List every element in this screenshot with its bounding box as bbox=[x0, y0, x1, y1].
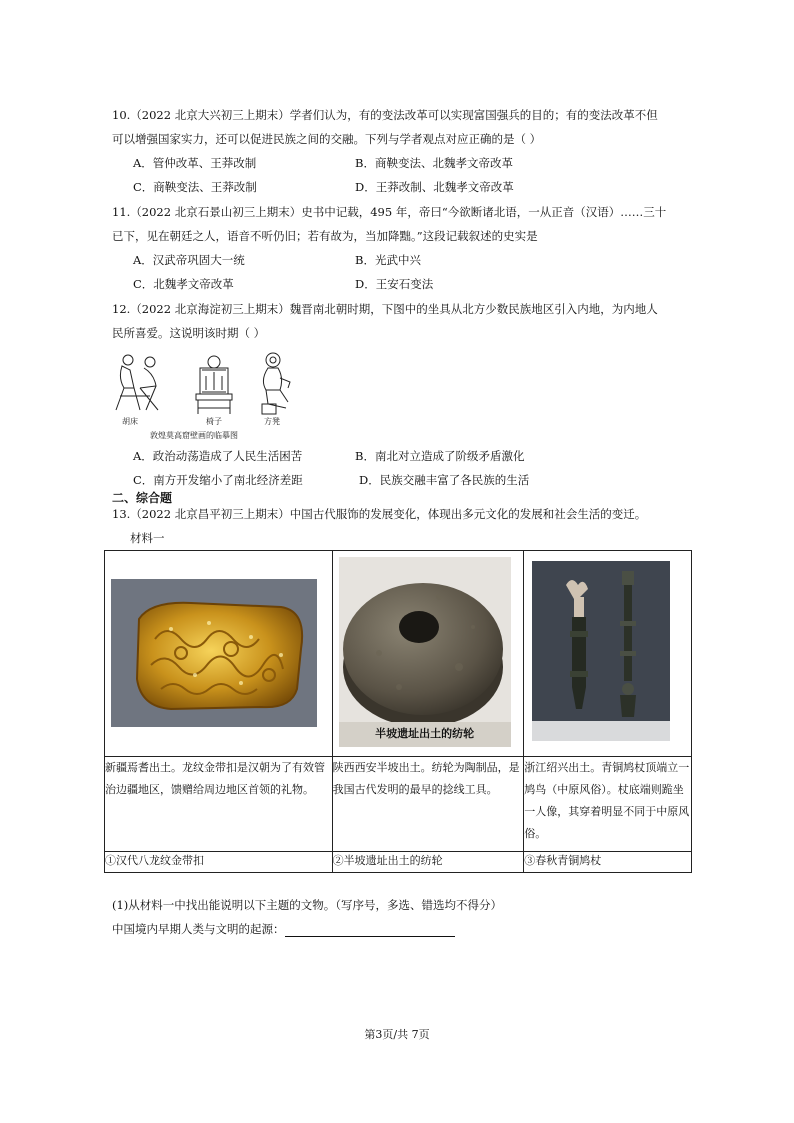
q11-option-b: B．光武中兴 bbox=[355, 253, 421, 267]
q10-option-d: D．王莽改制、北魏孝文帝改革 bbox=[355, 180, 514, 194]
q13-sub1-prompt: 中国境内早期人类与文明的起源： bbox=[112, 922, 285, 936]
spindle-caption: 半坡遗址出土的纺轮 bbox=[375, 727, 475, 740]
q10-option-a: A．管仲改革、王莽改制 bbox=[133, 156, 257, 170]
q11-option-a: A．汉武帝巩固大一统 bbox=[133, 253, 245, 267]
figure-caption: 敦煌莫高窟壁画的临摹图 bbox=[150, 431, 238, 440]
q13-stem: 13.（2022 北京昌平初三上期末）中国古代服饰的发展变化，体现出多元文化的发展和社会生活的变迁。 bbox=[112, 507, 647, 521]
q12-option-c: C．南方开发缩小了南北经济差距 bbox=[133, 473, 303, 487]
gold-buckle-description: 新疆焉耆出土。龙纹金带扣是汉朝为了有效管治边疆地区，馈赠给周边地区首领的礼物。 bbox=[105, 757, 333, 852]
q10-stem-line1: 10.（2022 北京大兴初三上期末）学者们认为，有的变法改革可以实现富国强兵的目的；有的变法改革不但 bbox=[112, 108, 658, 122]
q10-stem-line2: 可以增强国家实力，还可以促进民族之间的交融。下列与学者观点对应正确的是（ ） bbox=[112, 132, 542, 146]
seating-drawing bbox=[110, 348, 310, 418]
section-heading: 二、综合题 bbox=[112, 491, 173, 505]
figure-label-hu-chuang: 胡床 bbox=[122, 417, 138, 426]
dove-staff-cell bbox=[524, 551, 692, 757]
q12-option-d: D．民族交融丰富了各民族的生活 bbox=[359, 473, 530, 487]
q12-option-a: A．政治动荡造成了人民生活困苦 bbox=[133, 449, 303, 463]
q10-option-b: B．商鞅变法、北魏孝文帝改革 bbox=[355, 156, 513, 170]
q13-sub1-answer-line bbox=[112, 921, 455, 937]
q11-option-d: D．王安石变法 bbox=[355, 277, 434, 291]
spindle-description: 陕西西安半坡出土。纺轮为陶制品，是我国古代发明的最早的捻线工具。 bbox=[332, 757, 524, 852]
material-heading: 材料一 bbox=[130, 531, 165, 545]
dove-staff-label: ③春秋青铜鸠杖 bbox=[524, 852, 692, 873]
q10-option-c: C．商鞅变法、王莽改制 bbox=[133, 180, 257, 194]
gold-buckle-image bbox=[111, 579, 317, 727]
dove-staff-description: 浙江绍兴出土。青铜鸠杖顶端立一鸠鸟（中原风俗）。杖底端则跪坐一人像，其穿着明显不同于中原风俗。 bbox=[524, 757, 692, 852]
figure-label-stool: 方凳 bbox=[264, 417, 280, 426]
q11-stem-line1: 11.（2022 北京石景山初三上期末）史书中记载，495 年，帝曰“今欲断诸北语，一从正音（汉语）……三十 bbox=[112, 205, 667, 219]
q12-stem-line1: 12.（2022 北京海淀初三上期末）魏晋南北朝时期，下图中的坐具从北方少数民族地区引入内地，为内地人 bbox=[112, 302, 658, 316]
gold-buckle-cell bbox=[105, 551, 333, 757]
page-footer: 第3页/共 7页 bbox=[364, 1028, 430, 1041]
q12-option-b: B．南北对立造成了阶级矛盾激化 bbox=[355, 449, 525, 463]
q13-sub1: (1)从材料一中找出能说明以下主题的文物。（写序号，多选、错选均不得分） bbox=[112, 898, 503, 912]
spindle-cell bbox=[332, 551, 524, 757]
answer-blank[interactable] bbox=[285, 924, 455, 937]
material-table bbox=[104, 550, 692, 873]
q12-stem-line2: 民所喜爱。这说明该时期（ ） bbox=[112, 326, 266, 340]
q11-option-c: C．北魏孝文帝改革 bbox=[133, 277, 234, 291]
gold-buckle-label: ①汉代八龙纹金带扣 bbox=[105, 852, 333, 873]
q11-stem-line2: 已下，见在朝廷之人，语音不听仍旧；若有故为，当加降黜。”这段记载叙述的史实是 bbox=[112, 229, 538, 243]
seating-figure bbox=[110, 348, 310, 440]
figure-label-chair: 椅子 bbox=[206, 417, 222, 426]
spindle-whorl-image bbox=[339, 557, 511, 747]
dove-staff-image bbox=[532, 561, 670, 741]
spindle-label: ②半坡遗址出土的纺轮 bbox=[332, 852, 524, 873]
